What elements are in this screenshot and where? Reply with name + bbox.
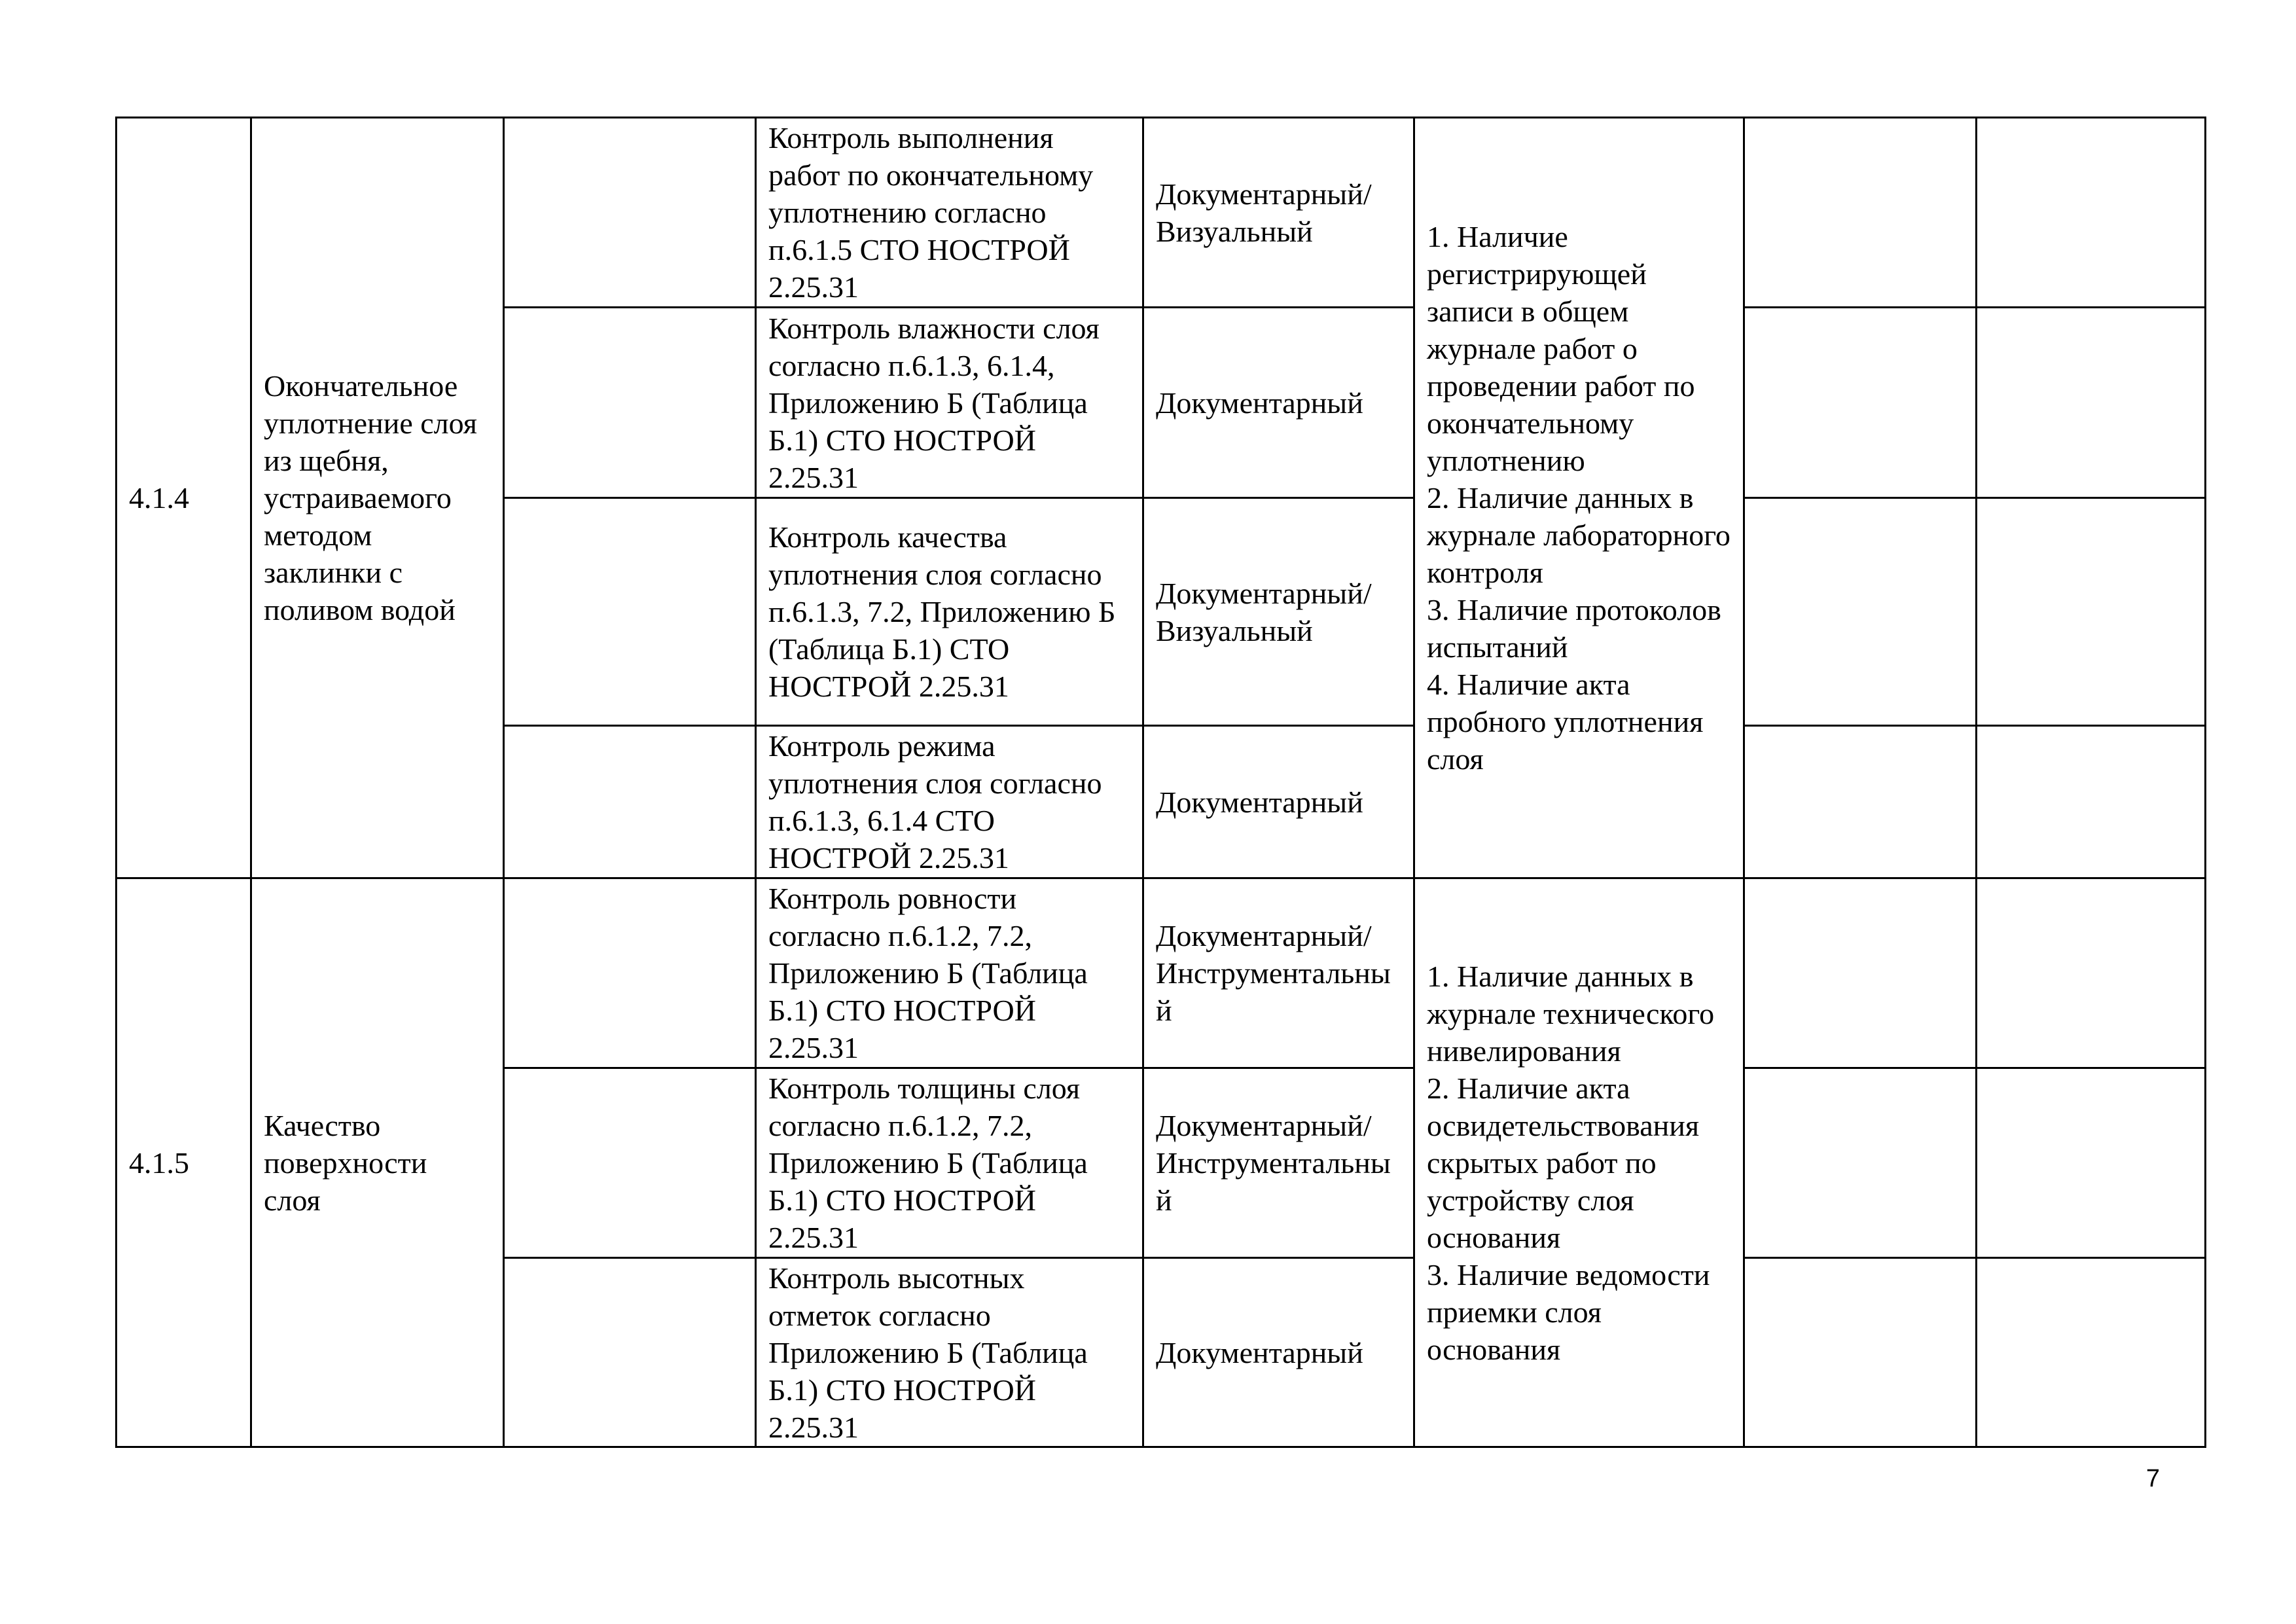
control-method: Документарный/ Визуальный <box>1143 498 1414 726</box>
inspection-table <box>115 117 2206 1448</box>
section-number: 4.1.4 <box>117 118 251 878</box>
empty-cell <box>1977 1068 2206 1258</box>
empty-cell <box>1977 308 2206 498</box>
control-method: Документарный <box>1143 308 1414 498</box>
section-title: Окончательное уплотнение слоя из щебня, устраиваемого методом заклинки с поливом водой <box>251 118 504 878</box>
control-method: Документарный/ Инструментальный <box>1143 878 1414 1068</box>
empty-cell <box>504 1068 756 1258</box>
control-method: Документарный/ Инструментальный <box>1143 1068 1414 1258</box>
empty-cell <box>1744 878 1977 1068</box>
empty-cell <box>504 308 756 498</box>
control-description: Контроль качества уплотнения слоя согласно п.6.1.3, 7.2, Приложению Б (Таблица Б.1) СТО НОСТРОЙ 2.25.31 <box>756 498 1143 726</box>
control-description: Контроль выполнения работ по окончательному уплотнению согласно п.6.1.5 СТО НОСТРОЙ 2.25.31 <box>756 118 1143 308</box>
required-documents: 1. Наличие данных в журнале технического нивелирования 2. Наличие акта освидетельствования скрытых работ по устройству слоя основания 3. Наличие ведомости приемки слоя основания <box>1414 878 1744 1447</box>
empty-cell <box>1977 1258 2206 1447</box>
empty-cell <box>1977 118 2206 308</box>
empty-cell <box>504 878 756 1068</box>
empty-cell <box>1977 726 2206 878</box>
empty-cell <box>1744 726 1977 878</box>
control-description: Контроль ровности согласно п.6.1.2, 7.2, Приложению Б (Таблица Б.1) СТО НОСТРОЙ 2.25.31 <box>756 878 1143 1068</box>
control-method: Документарный/ Визуальный <box>1143 118 1414 308</box>
empty-cell <box>1744 118 1977 308</box>
empty-cell <box>504 118 756 308</box>
empty-cell <box>1744 1068 1977 1258</box>
control-description: Контроль высотных отметок согласно Приложению Б (Таблица Б.1) СТО НОСТРОЙ 2.25.31 <box>756 1258 1143 1447</box>
control-method: Документарный <box>1143 726 1414 878</box>
empty-cell <box>1977 878 2206 1068</box>
section-number: 4.1.5 <box>117 878 251 1447</box>
empty-cell <box>1744 1258 1977 1447</box>
page-number: 7 <box>2145 1465 2160 1492</box>
control-description: Контроль влажности слоя согласно п.6.1.3, 6.1.4, Приложению Б (Таблица Б.1) СТО НОСТРОЙ 2.25.31 <box>756 308 1143 498</box>
empty-cell <box>1977 498 2206 726</box>
control-description: Контроль толщины слоя согласно п.6.1.2, 7.2, Приложению Б (Таблица Б.1) СТО НОСТРОЙ 2.25.31 <box>756 1068 1143 1258</box>
section-title: Качество поверхности слоя <box>251 878 504 1447</box>
empty-cell <box>504 498 756 726</box>
table-row <box>117 118 2206 308</box>
empty-cell <box>504 1258 756 1447</box>
table-row <box>117 878 2206 1068</box>
required-documents: 1. Наличие регистрирующей записи в общем журнале работ о проведении работ по окончательному уплотнению 2. Наличие данных в журнале лабораторного контроля 3. Наличие протоколов испытаний 4. Наличие акта пробного уплотнения слоя <box>1414 118 1744 878</box>
empty-cell <box>1744 498 1977 726</box>
control-method: Документарный <box>1143 1258 1414 1447</box>
control-description: Контроль режима уплотнения слоя согласно п.6.1.3, 6.1.4 СТО НОСТРОЙ 2.25.31 <box>756 726 1143 878</box>
empty-cell <box>1744 308 1977 498</box>
empty-cell <box>504 726 756 878</box>
